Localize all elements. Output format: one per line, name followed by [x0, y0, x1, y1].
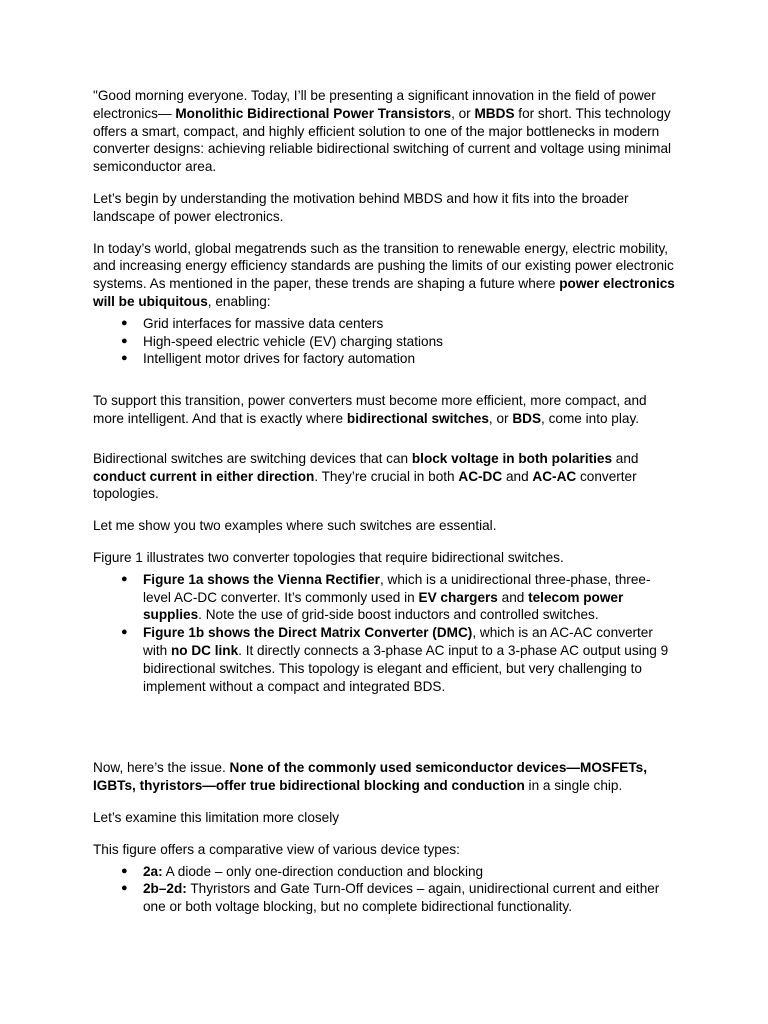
bold-run: Monolithic Bidirectional Power Transistors: [175, 105, 452, 121]
list-item: [93, 863, 678, 881]
motivation-paragraph: Let’s begin by understanding the motivation behind MBDS and how it fits into the broader landscape of power electronics.: [93, 190, 629, 224]
bold-run: bidirectional switches: [346, 410, 489, 426]
text-run: , which is a unidirectional three-phase, three-level AC-DC converter. It’s commonly used in: [143, 571, 651, 605]
text-run: . It directly connects a 3-phase AC input to a 3-phase AC output using 9 bidirectional switches. This topology is elegant and efficient, but very challenging to implement without a compact and integrated BDS.: [143, 642, 669, 694]
bold-run: power electronics will be ubiquitous: [93, 276, 675, 309]
bold-run: EV chargers: [418, 589, 498, 605]
device-types-list: [93, 863, 678, 916]
limitation-paragraph: Let’s examine this limitation more closely: [93, 809, 340, 825]
comparison-paragraph: This figure offers a comparative view of various device types:: [93, 841, 460, 857]
text-run: in a single chip.: [524, 778, 623, 794]
text-run: To support this transition, power converters must become more efficient, more compact, and more intelligent. And that is exactly where: [93, 393, 647, 426]
bold-run: AC-AC: [532, 468, 577, 484]
bold-run: no DC link: [170, 642, 239, 658]
text-run: . Note the use of grid-side boost inductors and controlled switches.: [198, 607, 599, 623]
text-run: Now, here’s the issue.: [93, 760, 230, 776]
bold-run: None of the commonly used semiconductor devices—MOSFETs, IGBTs, thyristors—offer true bidirectional blocking and conduction: [93, 760, 647, 794]
bullet-icon: ●: [121, 864, 128, 877]
text-run: , which is an AC-AC converter with: [143, 625, 653, 658]
text-run: Bidirectional switches are switching devices that can: [93, 450, 412, 466]
bold-run: 2b–2d:: [143, 881, 187, 897]
text-run: for short. This technology offers a smart, compact, and highly efficient solution to one of the major bottlenecks in modern converter designs: achieving reliable bidirectional switching of current and voltage using minimal semiconductor area.: [93, 105, 672, 175]
document-page: [93, 87, 678, 930]
text-run: , or: [488, 410, 513, 426]
text-run: and: [612, 450, 639, 466]
bold-run: Figure 1a shows the Vienna Rectifier: [143, 571, 380, 587]
list-item-text: High-speed electric vehicle (EV) charging stations: [143, 333, 443, 349]
list-item: [93, 333, 678, 351]
bold-run: block voltage in both polarities: [411, 450, 613, 466]
list-item: [93, 315, 678, 333]
text-run: and: [502, 468, 533, 484]
transition-paragraph: [93, 392, 678, 428]
text-run: converter topologies.: [93, 468, 637, 502]
list-item: [93, 571, 678, 624]
list-item-text: Intelligent motor drives for factory automation: [143, 351, 416, 367]
bds-definition-paragraph: [93, 450, 678, 503]
bullet-icon: ●: [121, 882, 128, 895]
megatrends-paragraph: [93, 240, 678, 311]
text-run: . They’re crucial in both: [314, 468, 459, 484]
bullet-icon: ●: [121, 316, 128, 329]
list-item: [93, 624, 678, 695]
text-run: A diode – only one-direction conduction and blocking: [162, 863, 484, 879]
text-run: and: [497, 589, 529, 605]
bullet-icon: ●: [121, 352, 128, 365]
bullet-icon: ●: [121, 334, 128, 347]
text-run: , enabling:: [207, 293, 271, 309]
text-run: "Good morning everyone. Today, I’ll be presenting a significant innovation in the field of power electronics—: [93, 88, 656, 121]
text-run: , come into play.: [541, 410, 640, 426]
list-item: [93, 880, 678, 916]
figure1-paragraph: Figure 1 illustrates two converter topologies that require bidirectional switches.: [93, 549, 564, 565]
list-item-text: Grid interfaces for massive data centers: [143, 315, 384, 331]
bullet-icon: ●: [121, 572, 128, 585]
bold-run: AC-DC: [458, 468, 503, 484]
intro-paragraph: [93, 87, 678, 176]
bold-run: telecom power supplies: [143, 589, 624, 623]
bold-run: 2a:: [143, 863, 163, 879]
bold-run: conduct current in either direction: [93, 468, 315, 484]
bullet-icon: ●: [121, 626, 128, 639]
bold-run: MBDS: [474, 105, 515, 121]
applications-list: [93, 315, 678, 368]
bold-run: Figure 1b shows the Direct Matrix Converter (DMC): [143, 625, 473, 641]
bold-run: BDS: [512, 410, 542, 426]
text-run: In today’s world, global megatrends such as the transition to renewable energy, electric mobility, and increasing energy efficiency standards are pushing the limits of our existing power electronic systems. As mentioned in the paper, these trends are shaping a future where: [93, 240, 674, 292]
text-run: , or: [451, 105, 475, 121]
issue-paragraph: [93, 759, 678, 795]
figure1-list: [93, 571, 678, 696]
text-run: Thyristors and Gate Turn-Off devices – again, unidirectional current and either one or both voltage blocking, but no complete bidirectional functionality.: [143, 881, 660, 915]
list-item: [93, 350, 678, 368]
examples-paragraph: Let me show you two examples where such switches are essential.: [93, 518, 497, 534]
